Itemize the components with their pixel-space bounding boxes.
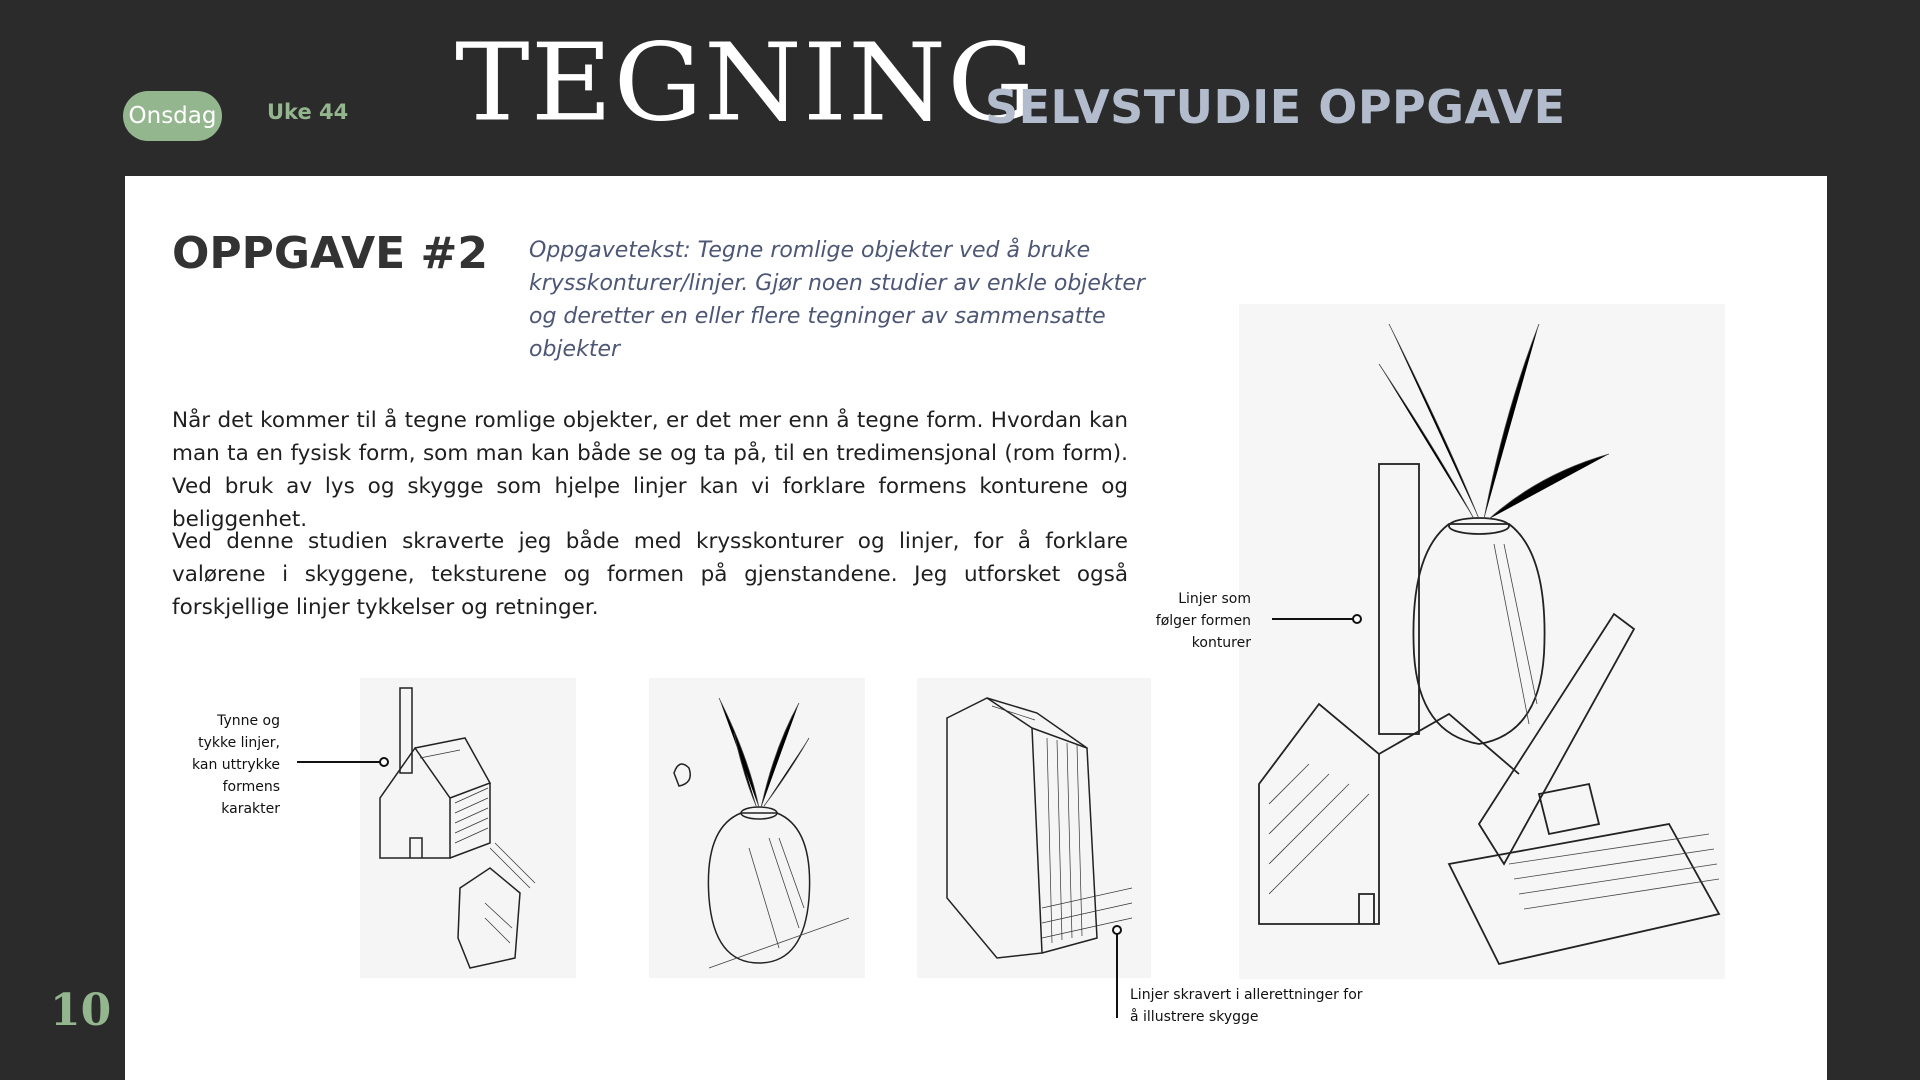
annotation-line: karakter bbox=[221, 801, 280, 817]
annotation-leader-dot bbox=[1352, 614, 1362, 624]
annotation-line: Linjer skravert i allerettninger for bbox=[1130, 987, 1363, 1003]
annotation-line: Tynne og bbox=[217, 713, 280, 729]
body-paragraph-2: Ved denne studien skraverte jeg både med krysskonturer og linjer, for å forklare valørene i skyggene, teksturene og formen på gjenstandene. Jeg utforsket også forskjellige linjer tykkelser og retninger. bbox=[172, 529, 1128, 620]
annotation-leader-dot bbox=[1112, 925, 1122, 935]
annotation-line: følger formen bbox=[1155, 613, 1251, 629]
annotation-follow-form bbox=[1125, 588, 1251, 654]
annotation-leader-line bbox=[297, 761, 383, 763]
task-heading: OPPGAVE #2 bbox=[172, 228, 488, 279]
day-badge bbox=[123, 91, 222, 141]
annotation-leader-line bbox=[1272, 618, 1356, 620]
body-paragraph-1: Når det kommer til å tegne romlige objekter, er det mer enn å tegne form. Hvordan kan man ta en fysisk form, som man kan både se og ta på, til en tredimensjonal (rom form). Ved bruk av lys og skygge som hjelpe linjer kan vi forklare formens konturene og beliggenhet. bbox=[172, 408, 1128, 532]
composite-sketch-image bbox=[1239, 304, 1725, 979]
vase-sketch-image bbox=[649, 678, 865, 978]
annotation-line: konturer bbox=[1191, 635, 1251, 651]
task-description: Oppgavetekst: Tegne romlige objekter ved å bruke krysskonturer/linjer. Gjør noen studier av enkle objekter og deretter en eller flere tegninger av sammensatte objekter bbox=[529, 238, 1145, 362]
annotation-line: formens bbox=[222, 779, 280, 795]
page-title: TEGNING bbox=[455, 21, 1038, 145]
house-sketch-image bbox=[360, 678, 576, 978]
annotation-line: å illustrere skygge bbox=[1130, 1009, 1259, 1025]
annotation-leader-line bbox=[1116, 930, 1118, 1018]
week-label: Uke 44 bbox=[267, 100, 349, 124]
annotation-shading bbox=[1130, 984, 1370, 1028]
annotation-leader-dot bbox=[379, 757, 389, 767]
annotation-thin-thick-lines bbox=[180, 710, 280, 820]
annotation-line: kan uttrykke bbox=[192, 757, 280, 773]
day-label: Onsdag bbox=[128, 103, 217, 129]
annotation-line: tykke linjer, bbox=[198, 735, 280, 751]
page-number: 10 bbox=[50, 985, 112, 1036]
content-card bbox=[125, 176, 1827, 1080]
annotation-line: Linjer som bbox=[1178, 591, 1251, 607]
page-subtitle: SELVSTUDIE OPPGAVE bbox=[985, 80, 1566, 134]
